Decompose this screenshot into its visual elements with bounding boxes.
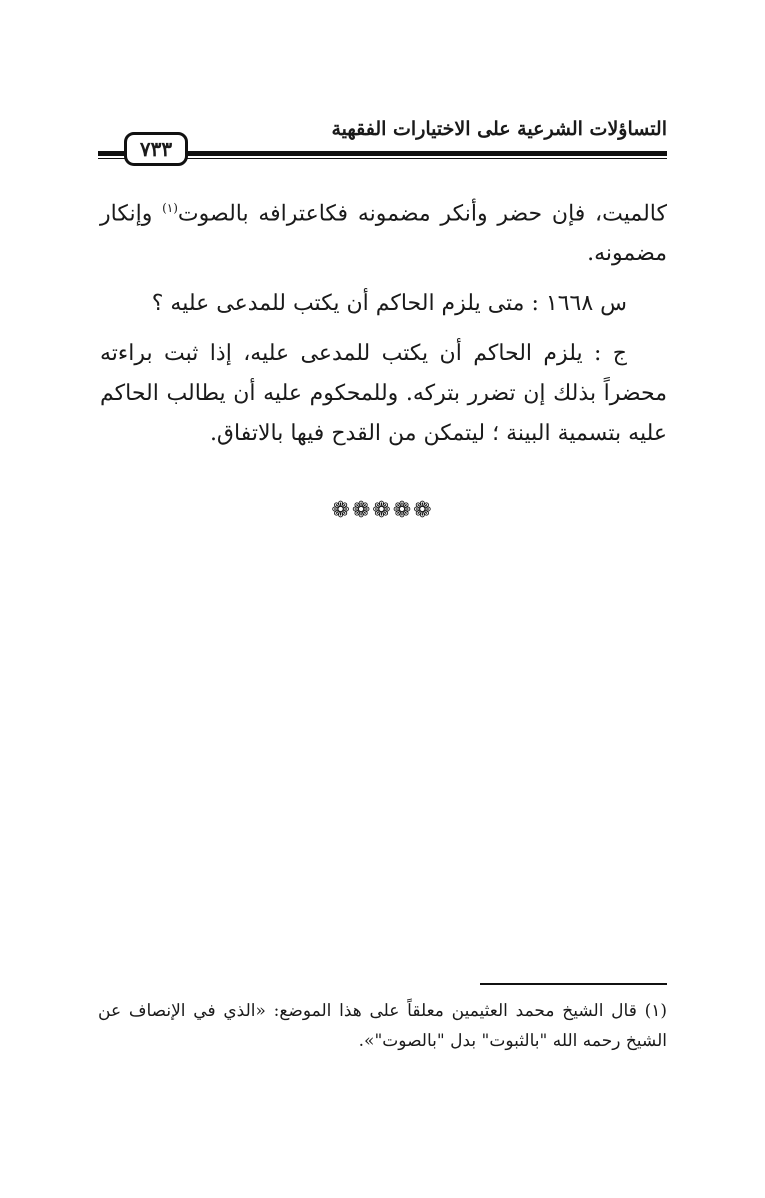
paragraph-1-text-a: كالميت، فإن حضر وأنكر مضمونه فكاعترافه بالصوت xyxy=(177,201,667,227)
footnote-1: (١) قال الشيخ محمد العثيمين معلقاً على هذا الموضع: «الذي في الإنصاف عن الشيخ رحمه الله "بالثبوت" بدل "بالصوت"». xyxy=(98,1001,667,1051)
footnotes xyxy=(98,996,667,1056)
answer-1668: ج : يلزم الحاكم أن يكتب للمدعى عليه، إذا ثبت براءته محضراً بذلك إن تضرر بتركه. وللمحكوم عليه أن يطالب الحاكم عليه بتسمية البينة ؛ ليتمكن من القدح فيها بالاتفاق. xyxy=(100,341,667,447)
main-text xyxy=(100,188,667,464)
page-number-badge: ٧٣٣ xyxy=(124,132,188,166)
running-header-title: التساؤلات الشرعية على الاختيارات الفقهية xyxy=(331,118,667,140)
question-1668: س ١٦٦٨ : متى يلزم الحاكم أن يكتب للمدعى عليه ؟ xyxy=(151,291,627,317)
footnote-separator xyxy=(480,983,667,985)
section-ornament: ❁❁❁❁❁ xyxy=(331,498,434,523)
paragraph-1-text-b: وإنكار مضمونه. xyxy=(100,201,667,267)
paragraph-1 xyxy=(100,188,667,274)
footnote-ref-1: (١) xyxy=(162,201,178,215)
